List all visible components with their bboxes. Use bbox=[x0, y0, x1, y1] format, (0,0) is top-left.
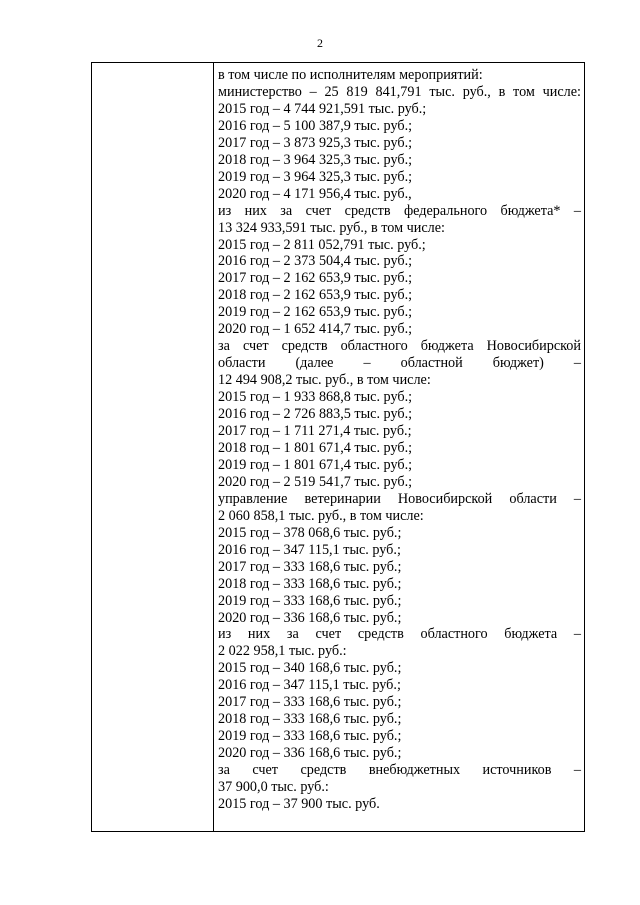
text-line: 2015 год – 340 168,6 тыс. руб.; bbox=[218, 660, 402, 677]
text-line: 13 324 933,591 тыс. руб., в том числе: bbox=[218, 219, 445, 236]
text-line: 2018 год – 2 162 653,9 тыс. руб.; bbox=[218, 287, 413, 304]
text-line: области (далее – областной бюджет) – bbox=[218, 355, 581, 372]
text-line: 2017 год – 1 711 271,4 тыс. руб.; bbox=[218, 423, 412, 440]
text-line: 2018 год – 333 168,6 тыс. руб.; bbox=[218, 711, 402, 728]
text-line: 2019 год – 3 964 325,3 тыс. руб.; bbox=[218, 168, 413, 185]
text-line: 2017 год – 2 162 653,9 тыс. руб.; bbox=[218, 270, 413, 287]
text-line: в том числе по исполнителям мероприятий: bbox=[218, 67, 483, 83]
text-line: управление ветеринарии Новосибирской области – bbox=[218, 490, 581, 507]
text-line: 2018 год – 1 801 671,4 тыс. руб.; bbox=[218, 439, 413, 456]
text-line: 2017 год – 333 168,6 тыс. руб.; bbox=[218, 558, 402, 575]
text-line: 2018 год – 333 168,6 тыс. руб.; bbox=[218, 575, 402, 592]
text-line: 2015 год – 378 068,6 тыс. руб.; bbox=[218, 524, 402, 541]
text-line: 2 060 858,1 тыс. руб., в том числе: bbox=[218, 507, 424, 524]
text-line: 2019 год – 333 168,6 тыс. руб.; bbox=[218, 592, 402, 609]
text-line: 2015 год – 4 744 921,591 тыс. руб.; bbox=[218, 100, 427, 117]
text-line: 12 494 908,2 тыс. руб., в том числе: bbox=[218, 372, 431, 389]
text-line: 2016 год – 5 100 387,9 тыс. руб.; bbox=[218, 117, 413, 134]
text-line: 2015 год – 1 933 868,8 тыс. руб.; bbox=[218, 389, 413, 406]
text-line: 2020 год – 4 171 956,4 тыс. руб., bbox=[218, 185, 412, 202]
text-line: 37 900,0 тыс. руб.: bbox=[218, 779, 329, 796]
text-line: из них за счет средств федерального бюджета* – bbox=[218, 202, 581, 219]
table-right-cell bbox=[214, 63, 584, 813]
text-line: 2020 год – 336 168,6 тыс. руб.; bbox=[218, 609, 402, 626]
text-line: 2020 год – 336 168,6 тыс. руб.; bbox=[218, 745, 402, 762]
page-number: 2 bbox=[317, 36, 323, 50]
text-line: 2017 год – 3 873 925,3 тыс. руб.; bbox=[218, 134, 413, 151]
text-line: за счет средств внебюджетных источников – bbox=[218, 762, 581, 779]
text-line: 2016 год – 2 726 883,5 тыс. руб.; bbox=[218, 406, 413, 423]
text-line: за счет средств областного бюджета Новосибирской bbox=[218, 338, 581, 355]
text-line: 2019 год – 2 162 653,9 тыс. руб.; bbox=[218, 304, 413, 321]
document-table bbox=[91, 62, 585, 832]
text-line: 2016 год – 347 115,1 тыс. руб.; bbox=[218, 677, 401, 694]
table-left-cell bbox=[92, 63, 214, 831]
text-line: 2015 год – 2 811 052,791 тыс. руб.; bbox=[218, 236, 426, 253]
text-line: 2016 год – 2 373 504,4 тыс. руб.; bbox=[218, 253, 413, 270]
text-line: министерство – 25 819 841,791 тыс. руб., в том числе: bbox=[218, 83, 581, 100]
text-line: 2015 год – 37 900 тыс. руб. bbox=[218, 795, 380, 812]
text-line: 2017 год – 333 168,6 тыс. руб.; bbox=[218, 694, 402, 711]
text-line: из них за счет средств областного бюджета – bbox=[218, 626, 581, 643]
text-line: 2018 год – 3 964 325,3 тыс. руб.; bbox=[218, 151, 413, 168]
text-line: 2 022 958,1 тыс. руб.: bbox=[218, 643, 347, 660]
text-line: 2016 год – 347 115,1 тыс. руб.; bbox=[218, 541, 401, 558]
text-line: 2019 год – 333 168,6 тыс. руб.; bbox=[218, 728, 402, 745]
text-line: 2020 год – 1 652 414,7 тыс. руб.; bbox=[218, 321, 413, 338]
text-line: 2020 год – 2 519 541,7 тыс. руб.; bbox=[218, 473, 413, 490]
text-line: 2019 год – 1 801 671,4 тыс. руб.; bbox=[218, 456, 413, 473]
